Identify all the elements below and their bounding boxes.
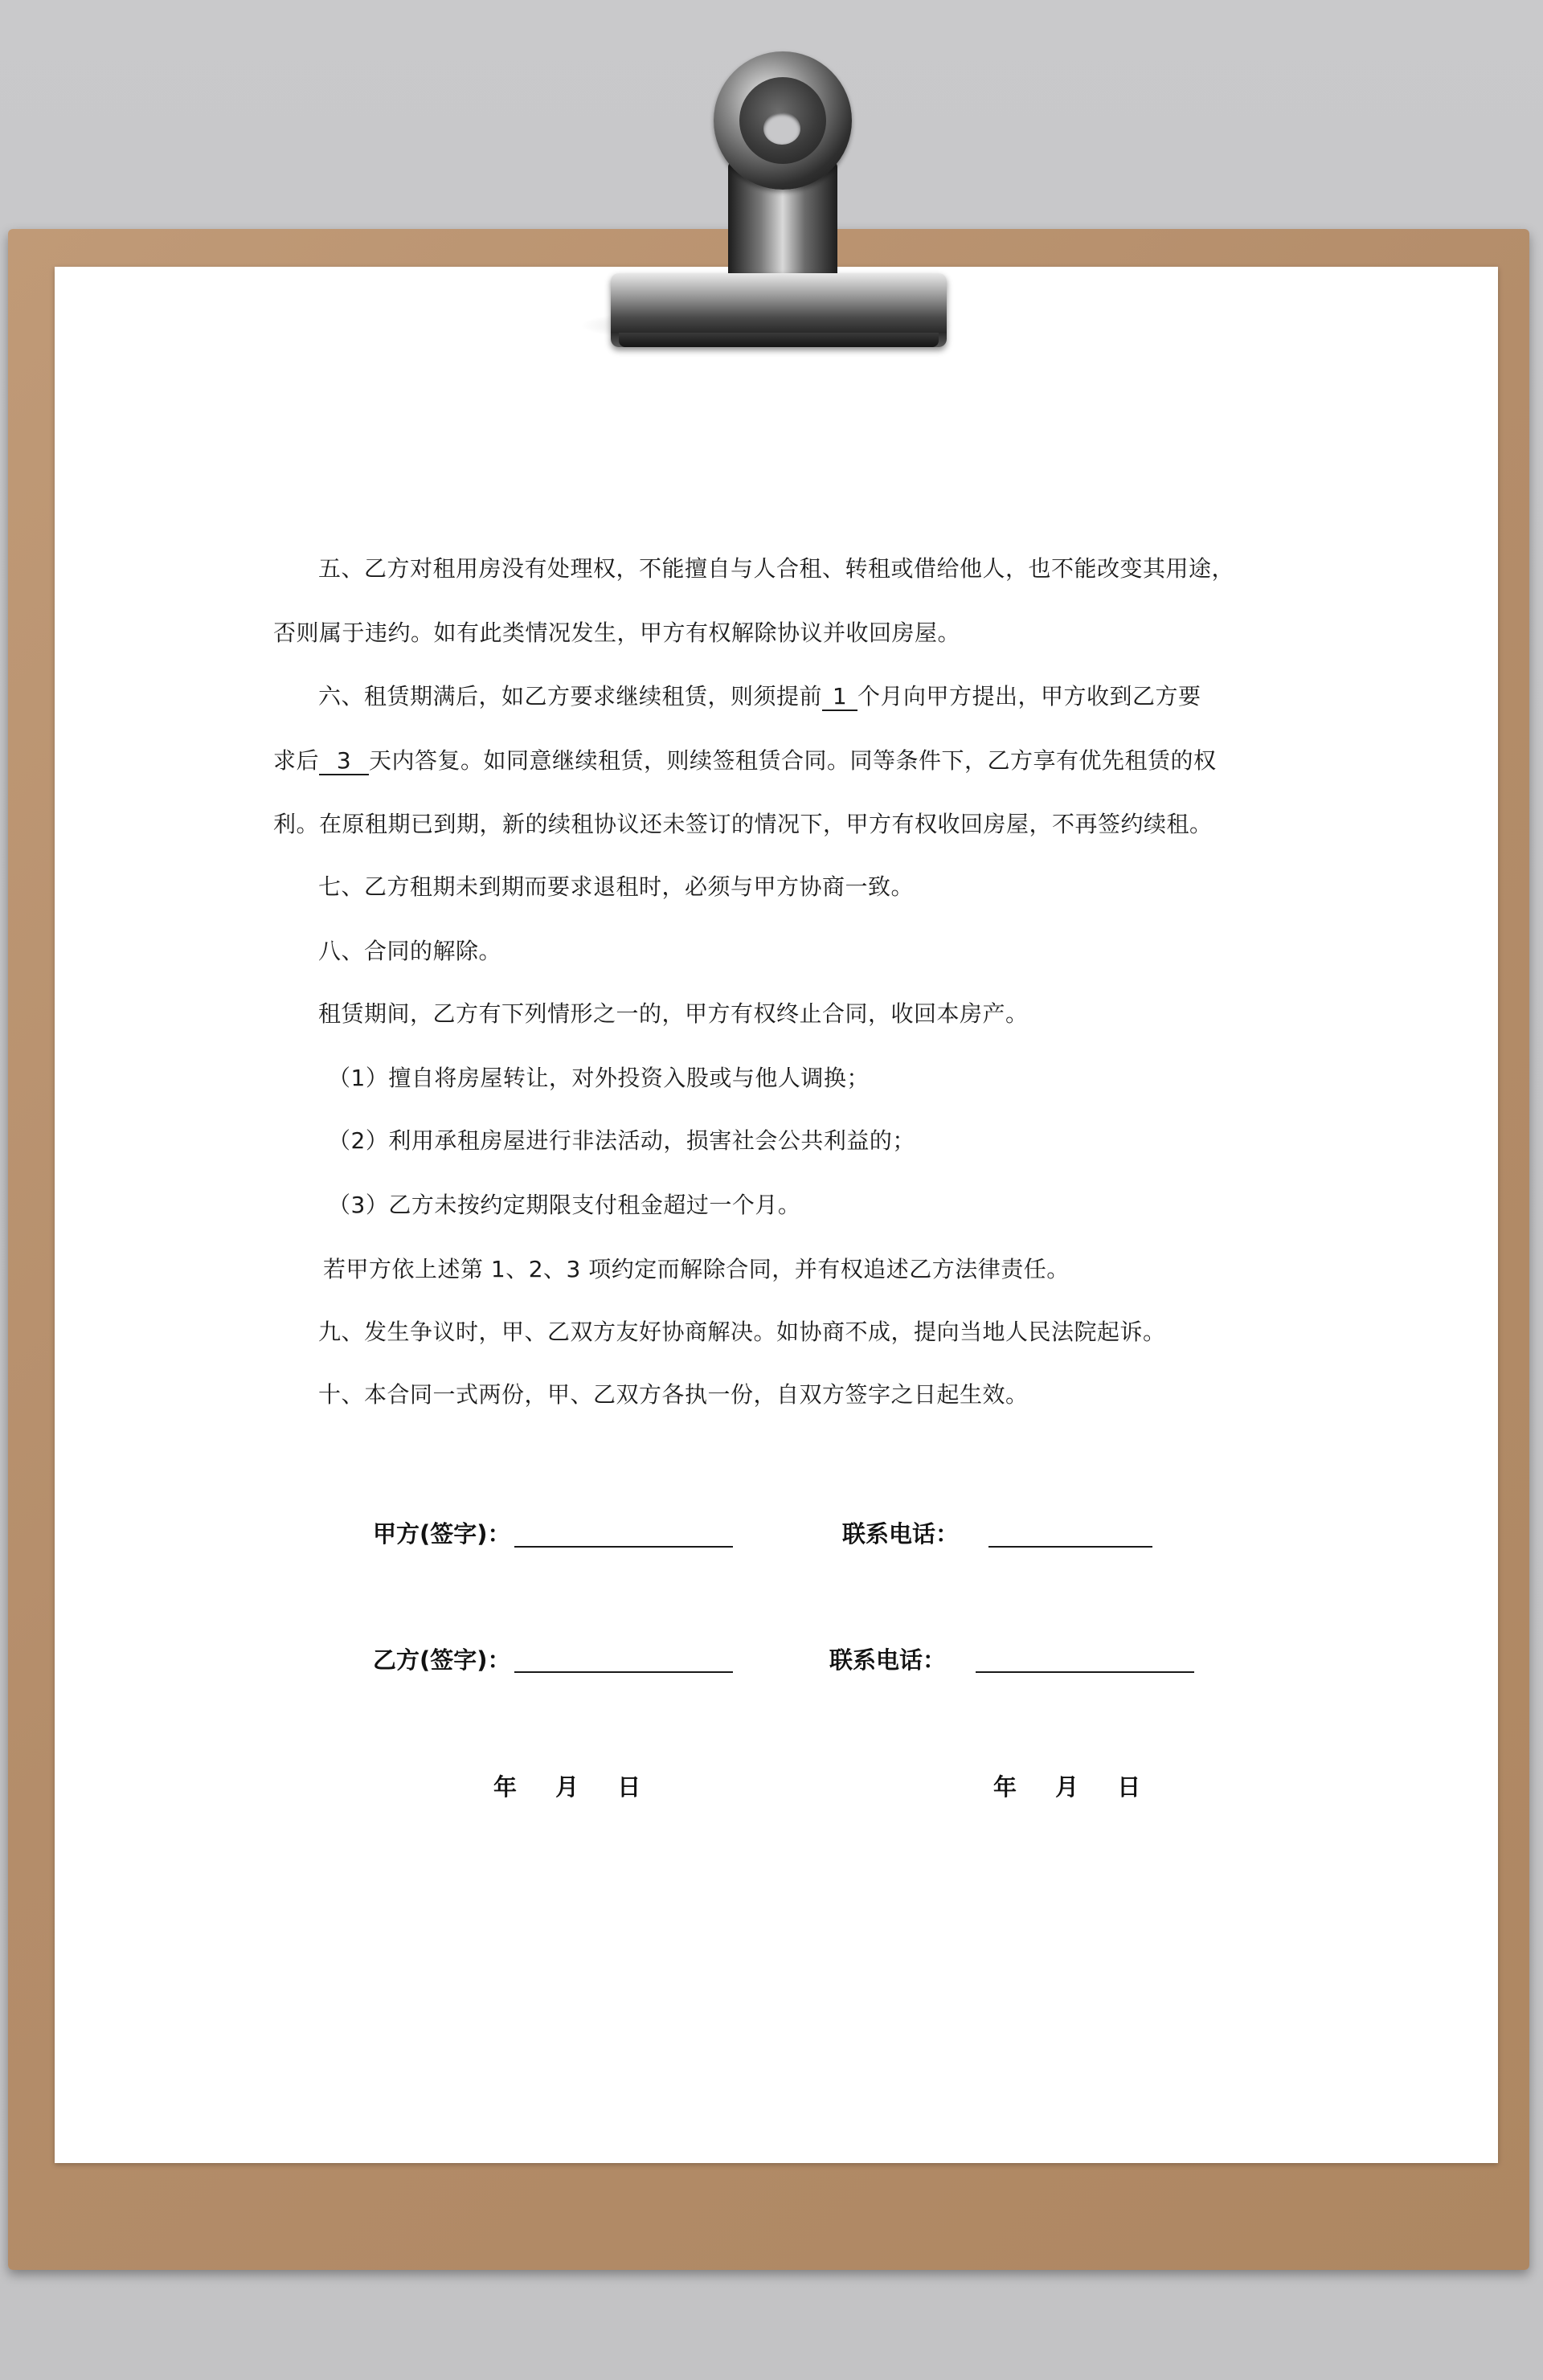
clause6-line1 — [318, 685, 1201, 711]
party-b-date — [993, 1769, 1140, 1802]
party-a-phone-field[interactable] — [988, 1546, 1152, 1548]
party-a-date-day: 日 — [617, 1773, 641, 1801]
binder-clip-hole — [763, 112, 800, 145]
clause5-line2: 否则属于违约。如有此类情况发生，甲方有权解除协议并收回房屋。 — [273, 620, 961, 646]
notice-months-value: 1 — [822, 685, 857, 711]
clause8-title: 八、合同的解除。 — [318, 938, 502, 964]
party-b-phone-label: 联系电话： — [829, 1646, 947, 1674]
party-a-date — [493, 1769, 641, 1802]
clause7: 七、乙方租期未到期而要求退租时，必须与甲方协商一致。 — [318, 873, 915, 900]
clause6-line2 — [273, 749, 1217, 775]
party-b-date-year: 年 — [993, 1773, 1017, 1801]
party-b-date-month: 月 — [1055, 1773, 1079, 1801]
party-a-signature-field[interactable] — [514, 1546, 733, 1548]
party-b-phone-field[interactable] — [976, 1671, 1194, 1673]
party-b-signature-label: 乙方(签字)： — [373, 1646, 511, 1674]
clause8-item-3: （3）乙方未按约定期限支付租金超过一个月。 — [328, 1192, 801, 1218]
clause6-line1-post: 个月向甲方提出，甲方收到乙方要 — [857, 683, 1201, 710]
party-a-date-year: 年 — [493, 1773, 518, 1801]
clause9: 九、发生争议时，甲、乙双方友好协商解决。如协商不成，提向当地人民法院起诉。 — [318, 1319, 1166, 1345]
clause8-note: 若甲方依上述第 1、2、3 项约定而解除合同，并有权追述乙方法律责任。 — [323, 1256, 1070, 1282]
clause8-intro: 租赁期间，乙方有下列情形之一的，甲方有权终止合同，收回本房产。 — [318, 1000, 1029, 1027]
party-b-date-day: 日 — [1117, 1773, 1141, 1801]
clause6-line1-pre: 六、租赁期满后，如乙方要求继续租赁，则须提前 — [318, 683, 823, 710]
clause8-item-1: （1）擅自将房屋转让，对外投资入股或与他人调换； — [328, 1065, 870, 1091]
clause8-item-2: （2）利用承租房屋进行非法活动，损害社会公共利益的； — [328, 1127, 915, 1154]
party-b-signature-field[interactable] — [514, 1671, 733, 1673]
party-a-date-month: 月 — [555, 1773, 579, 1801]
party-a-signature-label: 甲方(签字)： — [373, 1520, 511, 1548]
clause6-line2-post: 天内答复。如同意继续租赁，则续签租赁合同。同等条件下，乙方享有优先租赁的权 — [369, 747, 1217, 774]
binder-clip-jaw-edge — [619, 333, 939, 347]
clause10: 十、本合同一式两份，甲、乙双方各执一份，自双方签字之日起生效。 — [318, 1381, 1029, 1408]
clause6-line3: 利。在原租期已到期，新的续租协议还未签订的情况下，甲方有权收回房屋，不再签约续租。 — [273, 811, 1213, 837]
clause5-line1: 五、乙方对租用房没有处理权，不能擅自与人合租、转租或借给他人，也不能改变其用途， — [318, 555, 1235, 582]
reply-days-value: 3 — [319, 749, 369, 775]
clause6-line2-pre: 求后 — [273, 747, 320, 774]
party-a-phone-label: 联系电话： — [842, 1520, 960, 1548]
